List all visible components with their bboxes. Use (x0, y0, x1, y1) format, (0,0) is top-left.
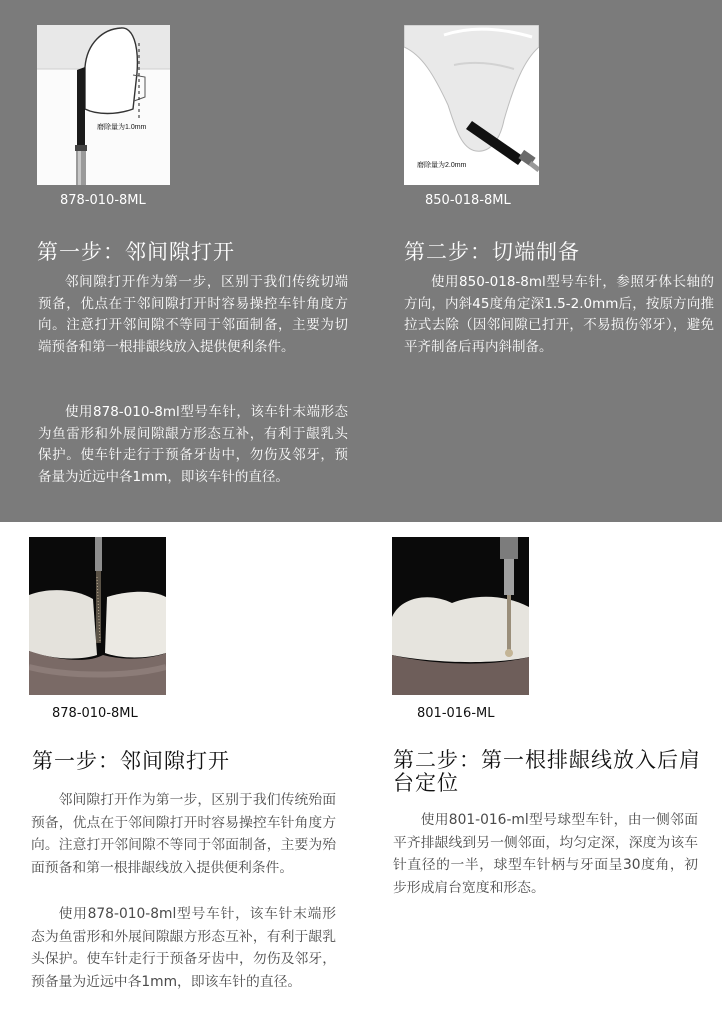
tooth-photo-801 (392, 537, 529, 695)
step-title: 第一步：邻间隙打开 (37, 240, 235, 264)
annotation-text: 磨除量为2.0mm (417, 162, 467, 169)
step-paragraph: 邻间隙打开作为第一步，区别于我们传统切端预备，优点在于邻间隙打开时容易操控车针角度方向。注意打开邻间隙不等同于邻面制备，主要为切端预备和第一根排龈线放入提供便利条件。 (38, 274, 348, 355)
step-paragraph: 使用850-018-8ml型号车针，参照牙体长轴的方向，内斜45度角定深1.5-2.0mm后，按原方向推拉式去除（因邻间隙已打开，不易损伤邻牙），避免平齐制备后再内斜制备。 (404, 274, 714, 355)
step-title: 第二步：切端制备 (404, 240, 580, 264)
step-paragraph: 使用878-010-8ml型号车针，该车针末端形态为鱼雷形和外展间隙龈方形态互补，有利于龈乳头保护。使车针走行于预备牙齿中，勿伤及邻牙，预备量为近远中各1mm，即该车针的直径。 (38, 404, 348, 485)
step-paragraph: 邻间隙打开作为第一步，区别于我们传统殆面预备，优点在于邻间隙打开时容易操控车针角度方向。注意打开邻间隙不等同于邻面制备，主要为殆面预备和第一根排龈线放入提供便利条件。 (31, 792, 336, 876)
step-title: 第一步：邻间隙打开 (32, 749, 230, 773)
tooth-photo-878 (29, 537, 166, 695)
step-title: 第二步：第一根排龈线放入后肩台定位 (393, 748, 701, 795)
step-paragraph: 使用801-016-ml型号球型车针，由一侧邻面平齐排龈线到另一侧邻面，均匀定深，深度为该车针直径的一半，球型车针柄与牙面呈30度角，初步形成肩台宽度和形态。 (393, 812, 698, 896)
annotation-text: 磨除量为1.0mm (97, 124, 147, 131)
bur-diagram-850-image (404, 25, 539, 185)
bur-caption: 850-018-8ML (425, 193, 511, 208)
bur-caption: 878-010-8ML (52, 706, 138, 721)
bur-caption: 878-010-8ML (60, 193, 146, 208)
step-paragraph: 使用878-010-8ml型号车针，该车针末端形态为鱼雷形和外展间隙龈方形态互补，有利于龈乳头保护。使车针走行于预备牙齿中，勿伤及邻牙，预备量为近远中各1mm，即该车针的直径。 (31, 906, 336, 990)
bur-diagram-878-image (37, 25, 170, 185)
bur-caption: 801-016-ML (417, 706, 495, 721)
